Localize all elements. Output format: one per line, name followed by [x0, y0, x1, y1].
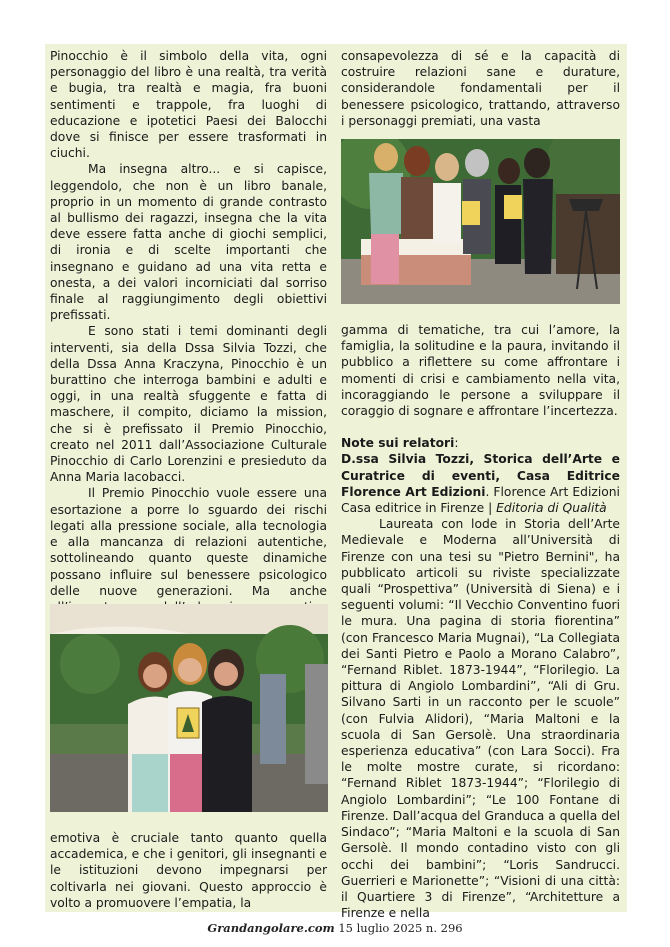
notes-heading — [341, 435, 620, 451]
paragraph: E sono stati i temi dominanti degli interventi, sia della Dssa Silvia Tozzi, che della Dssa Anna Kraczyna, Pinocchio è un burattino che interroga bambini e adulti e oggi, in una realtà sfuggente e fatta di maschere, il compito, diciamo la mission, che si è prefissato il Premio Pinocchio, creato nel 2011 dall’Associazione Culturale Pinocchio di Carlo Lorenzini e presieduto da Anna Maria Iacobacci. — [50, 324, 327, 485]
notes-heading-text: Note sui relatori — [341, 436, 455, 451]
speaker-tagline: Editoria di Qualità — [496, 501, 607, 516]
left-column-top — [50, 48, 327, 631]
right-column-top — [341, 48, 620, 129]
paragraph: consapevolezza di sé e la capacità di costruire relazioni sane e durature, considerandole fondamentali per il benessere psicologico, trattando, attraverso i personaggi premiati, una vasta — [341, 49, 620, 128]
photo-award-ceremony-garden — [50, 604, 328, 812]
paragraph: emotiva è cruciale tanto quanto quella accademica, e che i genitori, gli insegnanti e le istituzioni devono impegnarsi per coltivarla nei giovani. Questo approccio è volto a promuovere l’empatia, la — [50, 831, 327, 910]
left-column-bottom — [50, 830, 327, 911]
right-column-bottom — [341, 322, 620, 921]
speaker-name: D.ssa Silvia Tozzi, Storica dell’Arte e Curatrice di eventi, Casa Editrice Florence Art Edizioni — [341, 452, 620, 499]
speaker-bio: Laureata con lode in Storia dell’Arte Medievale e Moderna all’Università di Firenze con una tesi su "Pietro Bernini", ha pubblicato articoli su riviste specializzate quali “Prospettiva” (Università di Siena) e i seguenti volumi: “Il Vecchio Conventino fuori le mura. Una pagina di storia fiorentina” (con Francesco Maria Mugnai), “La Collegiata dei Santi Pietro e Paolo a Morano Calabro”, “Fernand Riblet. 1873-1944”, “Florilegio. La pittura di Angiolo Lombardini”, “Ali di Gru. Silvano Sarti in un racconto per le scuole” (con Fulvia Alidori), “Maria Maltoni e la scuola di San Gersolè. Una straordinaria esperienza educativa” (con Lara Socci). Fra le molte mostre curate, si ricordano: “Fernand Riblet 1873-1944”; “Florilegio di Angiolo Lombardini”; “Le 100 Fontane di Firenze. Dall’acqua del Granduca a quella del Sindaco”; “Maria Maltoni e la scuola di San Gersolè. Il mondo contadino visto con gli occhi dei bambini”; “Loris Sandrucci. Guerrieri e Marionette”; “Visioni di una città: il Quartiere 3 di Firenze”, “Architetture a Firenze e nella — [341, 517, 620, 921]
speaker-publisher: . Florence Art Edizioni Casa editrice in Firenze | — [341, 484, 620, 516]
paragraph: gamma di tematiche, tra cui l’amore, la famiglia, la solitudine e la paura, invitando il pubblico a riflettere su come affrontare i momenti di crisi e cambiamento nella vita, incoraggiando le persone a sviluppare il coraggio di sognare e affrontare l’incertezza. — [341, 323, 620, 419]
photo-group-award-table — [341, 139, 620, 304]
paragraph: Ma insegna altro... e si capisce, leggendolo, che non è un libro banale, proprio in un momento di grande contrasto al bullismo dei ragazzi, insegna che la vita deve essere fatta anche di giochi semplici, di ironia e di scelte importanti che insegnano e guidano ad una vita retta e onesta, a dei valori incorniciati dal sorriso finale al raggiungimento degli obiettivi prefissati. — [50, 162, 327, 323]
paragraph: Il Premio Pinocchio vuole essere una esortazione a porre lo sguardo dei rischi legati alla pressione sociale, alla tecnologia e alla mancanza di relazioni autentiche, sottolineando quanto queste dinamiche possano influire sul benessere psicologico delle nuove generazioni. Ma anche — [50, 486, 327, 598]
notes-heading-colon: : — [454, 436, 459, 451]
paragraph: Pinocchio è il simbolo della vita, ogni personaggio del libro è una realtà, tra verità e bugia, tra realtà e magia, fra buoni sentimenti e trappole, fra luoghi di educazione e ipotetici Paesi dei Balocchi dove si finisce per essere trasformati in ciuchi. — [50, 49, 327, 161]
footer-issue: 15 luglio 2025 n. 296 — [338, 921, 463, 935]
footer-brand: Grandangolare.com — [207, 921, 335, 935]
speaker-credit — [341, 451, 620, 516]
page-footer — [0, 921, 670, 935]
